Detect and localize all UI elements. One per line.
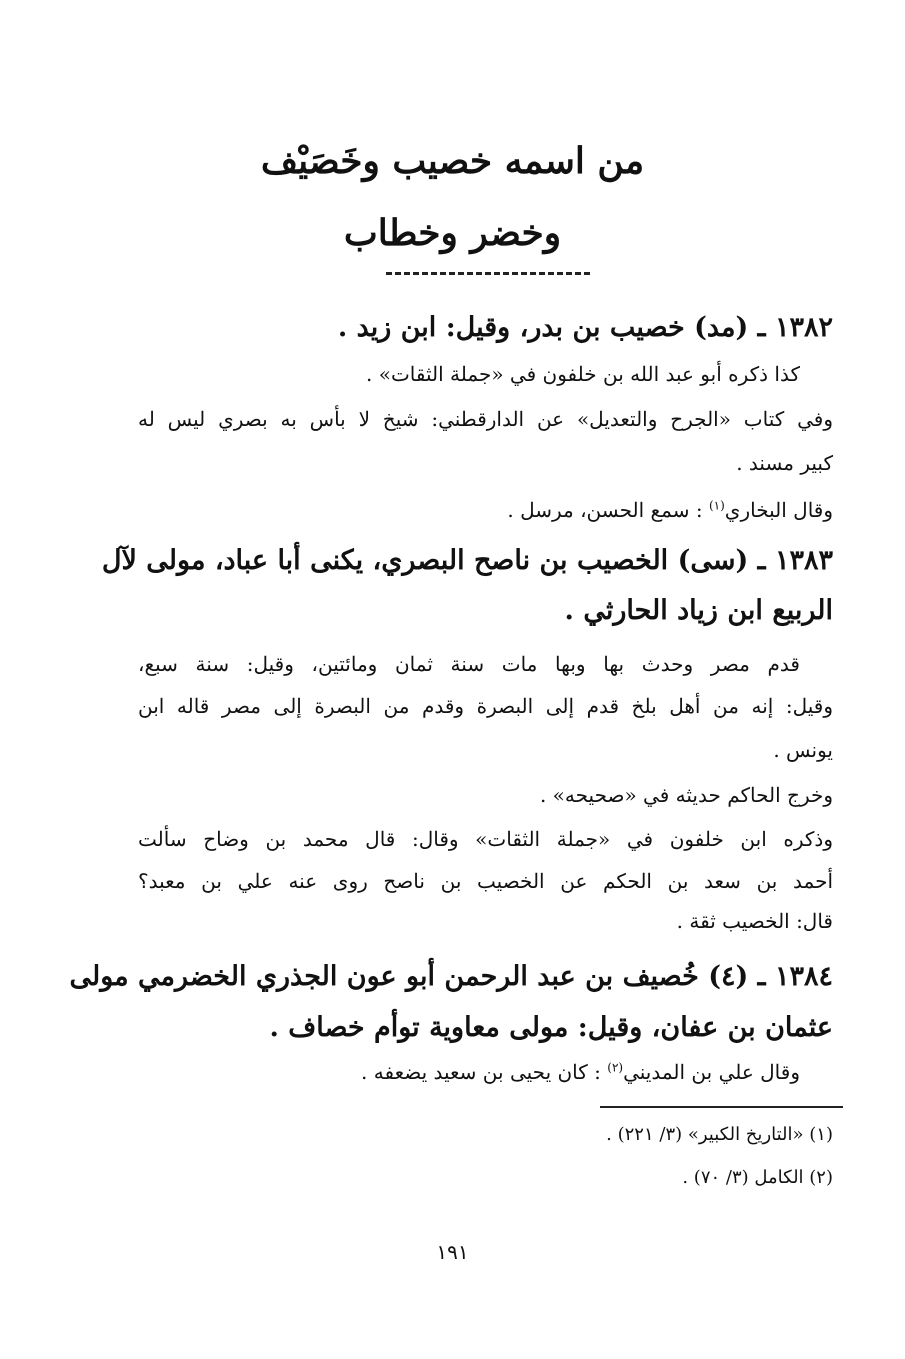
section-title-line-1: من اسمه خصيب وخَصَيْف	[260, 140, 645, 182]
entry-1384-citation-line	[361, 1060, 800, 1084]
entry-1383-line: قدم مصر وحدث بها وبها مات سنة ثمان ومائتين، وقيل: سنة سبع،	[138, 652, 800, 676]
citation-text: وقال البخاري	[724, 498, 833, 522]
entry-1382-citation-line	[507, 498, 833, 522]
entry-1383-heading: الربيع ابن زياد الحارثي .	[564, 595, 833, 626]
footnote: (٢) الكامل (٣/ ٧٠) .	[682, 1167, 833, 1188]
entry-1383-line: يونس .	[773, 738, 833, 762]
entry-1383-line: قال: الخصيب ثقة .	[676, 909, 833, 933]
entry-1382-line: وفي كتاب «الجرح والتعديل» عن الدارقطني: شيخ لا بأس به بصري ليس له	[138, 407, 833, 431]
title-divider	[386, 272, 590, 275]
page-number: ١٩١	[436, 1240, 469, 1264]
citation-text: : كان يحيى بن سعيد يضعفه .	[361, 1060, 601, 1084]
footnote-ref[interactable]: (٢)	[607, 1060, 624, 1075]
entry-1383-heading: ١٣٨٣ ـ (سى) الخصيب بن ناصح البصري، يكنى أبا عباد، مولى لآل	[101, 545, 833, 576]
citation-text: وقال علي بن المديني	[623, 1060, 800, 1084]
entry-1382-line: كبير مسند .	[736, 451, 833, 475]
entry-1384-heading: ١٣٨٤ ـ (٤) خُصيف بن عبد الرحمن أبو عون الجذري الخضرمي مولى	[69, 961, 833, 992]
entry-1383-line: وخرج الحاكم حديثه في «صحيحه» .	[539, 783, 833, 807]
entry-1383-line: وقيل: إنه من أهل بلخ قدم إلى البصرة وقدم من البصرة إلى مصر قاله ابن	[138, 694, 833, 718]
section-title-line-2: وخضر وخطاب	[343, 212, 562, 254]
entry-1382-line: كذا ذكره أبو عبد الله بن خلفون في «جملة الثقات» .	[366, 362, 800, 386]
footnote-ref[interactable]: (١)	[708, 498, 725, 513]
footnote-separator	[600, 1106, 843, 1108]
entry-1383-line: وذكره ابن خلفون في «جملة الثقات» وقال: قال محمد بن وضاح سألت	[138, 827, 833, 851]
entry-1384-heading: عثمان بن عفان، وقيل: مولى معاوية توأم خصاف .	[269, 1012, 833, 1043]
citation-text: : سمع الحسن، مرسل .	[507, 498, 703, 522]
entry-1383-line: أحمد بن سعد بن الحكم عن الخصيب بن ناصح روى عنه علي بن معبد؟	[138, 869, 833, 893]
entry-1382-heading: ١٣٨٢ ـ (مد) خصيب بن بدر، وقيل: ابن زيد .	[337, 312, 833, 343]
footnote: (١) «التاريخ الكبير» (٣/ ٢٢١) .	[606, 1124, 833, 1145]
